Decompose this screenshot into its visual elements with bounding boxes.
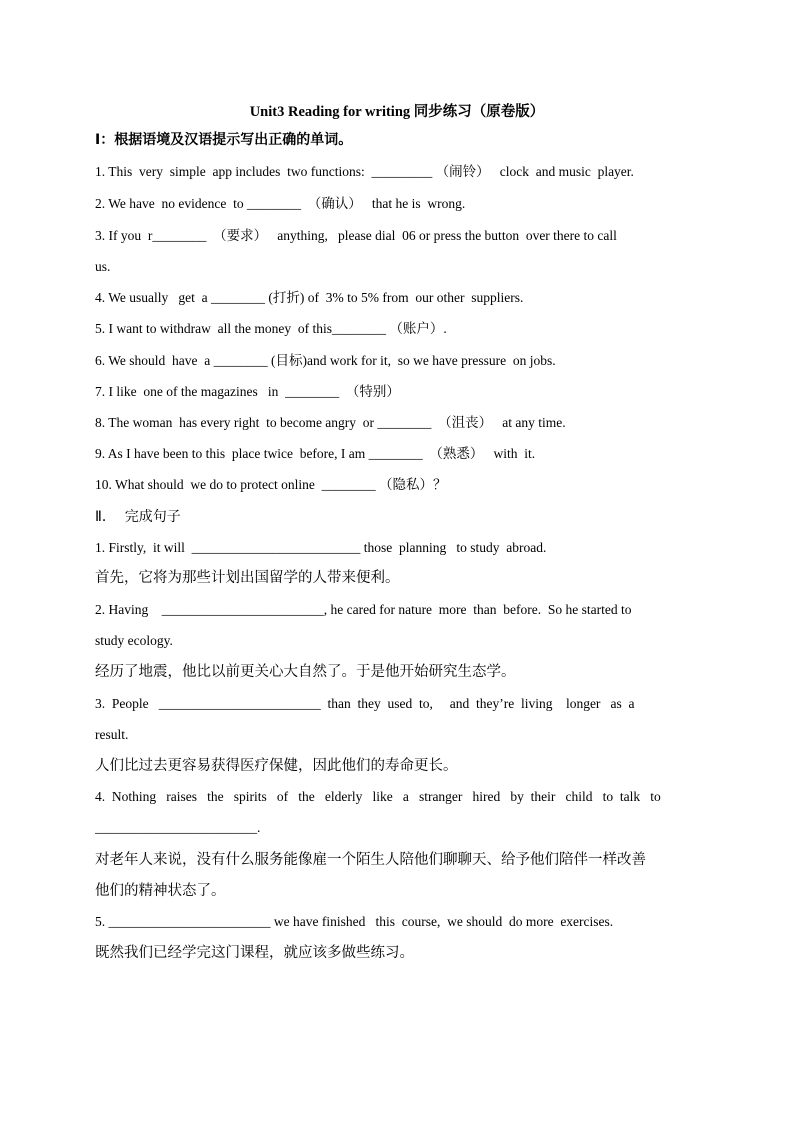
vocab-item-2: 2. We have no evidence to ________ （确认） that he is wrong. (95, 196, 466, 211)
sentence-4-cn: 对老年人来说，没有什么服务能像雇一个陌生人陪他们聊聊天、给予他们陪伴一样改善 (95, 852, 646, 868)
sentence-3-en-cont: result. (95, 727, 129, 742)
sentence-4-en: 4. Nothing raises the spirits of the elderly like a stranger hired by their child to talk to (95, 789, 661, 804)
section1-heading: I：根据语境及汉语提示写出正确的单词。 (95, 132, 353, 148)
sentence-1-en: 1. Firstly, it will _________________________ those planning to study abroad. (95, 540, 547, 555)
sentence-4-en-cont: ________________________. (95, 820, 261, 835)
sentence-5-en: 5. ________________________ we have finished this course, we should do more exercises. (95, 914, 614, 929)
sentence-5-cn: 既然我们已经学完这门课程，就应该多做些练习。 (95, 945, 414, 961)
section2-heading: Ⅱ． 完成句子 (95, 509, 181, 525)
page-title: Unit3 Reading for writing 同步练习（原卷版） (249, 104, 545, 120)
vocab-item-10: 10. What should we do to protect online ________ （隐私）？ (95, 477, 447, 492)
vocab-item-4: 4. We usually get a ________ (打折) of 3% to 5% from our other suppliers. (95, 290, 524, 305)
vocab-item-1: 1. This very simple app includes two functions: _________ （闹铃） clock and music player. (95, 164, 634, 179)
vocab-item-8: 8. The woman has every right to become angry or ________ （沮丧） at any time. (95, 415, 566, 430)
sentence-3-en: 3. People ________________________ than they used to, and they’re living longer as a (95, 696, 635, 711)
vocab-item-5: 5. I want to withdraw all the money of this________ （账户）. (95, 321, 447, 336)
vocab-item-9: 9. As I have been to this place twice before, I am ________ （熟悉） with it. (95, 446, 536, 461)
vocab-item-6: 6. We should have a ________ (目标)and work for it, so we have pressure on jobs. (95, 353, 556, 368)
vocab-item-3-cont: us. (95, 259, 111, 274)
sentence-2-en-cont: study ecology. (95, 633, 173, 648)
vocab-item-7: 7. I like one of the magazines in ________ （特别） (95, 384, 400, 399)
sentence-2-cn: 经历了地震，他比以前更关心大自然了。于是他开始研究生态学。 (95, 664, 516, 680)
sentence-3-cn: 人们比过去更容易获得医疗保健，因此他们的寿命更长。 (95, 758, 458, 774)
sentence-4-cn-cont: 他们的精神状态了。 (95, 883, 226, 899)
vocab-item-3: 3. If you r________ （要求） anything, please dial 06 or press the button over there to call (95, 228, 617, 243)
sentence-2-en: 2. Having ________________________, he cared for nature more than before. So he started to (95, 602, 632, 617)
sentence-1-cn: 首先，它将为那些计划出国留学的人带来便利。 (95, 570, 400, 586)
